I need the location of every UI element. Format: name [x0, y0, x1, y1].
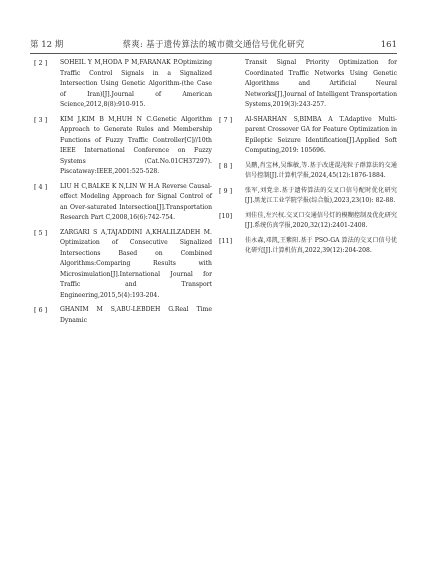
reference-text: LIU H C,BALKE K N,LIN W H.A Reverse Causal-effect Modeling Approach for Signal Control of an Over-saturated Intersection[J].Transportation Research Part C,2008,16(6):742-754. [60, 182, 212, 221]
reference-text: 吴鹏,肖宝林,吴维敏,等.基于改进混沌粒子群算法的交通信号控制[J].计算机学报,2024,45(12):1876-1884. [245, 161, 397, 179]
running-title: 蔡爽: 基于遗传算法的城市微交通信号优化研究 [122, 40, 305, 50]
reference-item [34, 115, 212, 178]
reference-item [219, 115, 397, 157]
reference-item [219, 58, 397, 111]
page-number: 161 [380, 40, 397, 50]
reference-item [219, 161, 397, 182]
reference-item [219, 186, 397, 207]
reference-item [219, 211, 397, 232]
reference-number: [11] [219, 236, 233, 245]
reference-text: Al-SHARHAN S,BIMBA A T.Adaptive Multi-parent Crossover GA for Feature Optimization in Epileptic Seizure Identification[J].Applied Soft Computing,2019: 105696. [245, 115, 397, 154]
reference-text: KIM J,KIM B M,HUH N C.Genetic Algorithm Approach to Generate Rules and Membership Functions of Fuzzy Traffic Controller[C]//10th IEEE International Conference on Fuzzy Systems (Cat.No.01CH37297). Piscataway:IEEE,2001:525-528. [60, 115, 212, 175]
reference-number: [ 2 ] [34, 59, 48, 67]
reference-number: [ 8 ] [219, 161, 233, 170]
reference-number: [ 9 ] [219, 186, 233, 195]
reference-text: Transit Signal Priority Optimization for Coordinated Traffic Networks Using Genetic Algorithms and Artificial Neural Networks[J].Journal of Intelligent Transportation Systems,2019(3):243-257. [245, 59, 397, 108]
reference-number [219, 58, 245, 111]
reference-text: SOHEIL Y M,HODA P M,FARANAK P.Optimizing Traffic Control Signals in a Signalized Intersection Using Genetic Algorithm-(the Case of Iran)[J].Journal of American Science,2012,8(8):910-915. [60, 59, 212, 108]
reference-number: [ 7 ] [219, 115, 233, 124]
reference-item [34, 305, 212, 326]
reference-item [34, 58, 212, 111]
reference-number: [ 4 ] [34, 182, 48, 191]
reference-item [34, 182, 212, 224]
reference-item [219, 236, 397, 257]
reference-number: [ 6 ] [34, 306, 48, 314]
reference-number: [10] [219, 211, 233, 220]
reference-text: 刘佳佳,左兴权.交叉口交通信号灯的模糊控制及优化研究[J].系统仿真学报,2020,32(12):2401-2408. [245, 211, 397, 229]
reference-text: 佳永森,邓凯,王紫阳.基于 PSO-GA 算法的交叉口信号优化研究[J].计算机仿真,2022,39(12):204-208. [245, 236, 397, 254]
reference-text: 张军,刘党幸.基于遗传算法的交叉口信号配时优化研究[J].黑龙江工业学院学报(综合版),2023,23(10): 82-88. [245, 186, 397, 204]
running-header [30, 38, 397, 52]
reference-number: [ 3 ] [34, 115, 48, 124]
references-right-column [219, 58, 397, 261]
reference-number: [ 5 ] [34, 228, 48, 237]
reference-text: GHANIM M S,ABU-LEBDEH G.Real Time Dynamic [60, 306, 212, 324]
reference-text: ZARGARI S A,TAJADDINI A,KHALILZADEH M. Optimization of Consecutive Signalized Intersections Based on Combined Algorithms:Comparing Results with Microsimulation[J].International Journal for Traffic and Transport Engineering,2015,5(4):193-204. [60, 228, 212, 299]
references-left-column [34, 58, 212, 330]
reference-item [34, 228, 212, 302]
issue-label: 第 12 期 [30, 40, 64, 50]
header-rule [30, 53, 397, 54]
